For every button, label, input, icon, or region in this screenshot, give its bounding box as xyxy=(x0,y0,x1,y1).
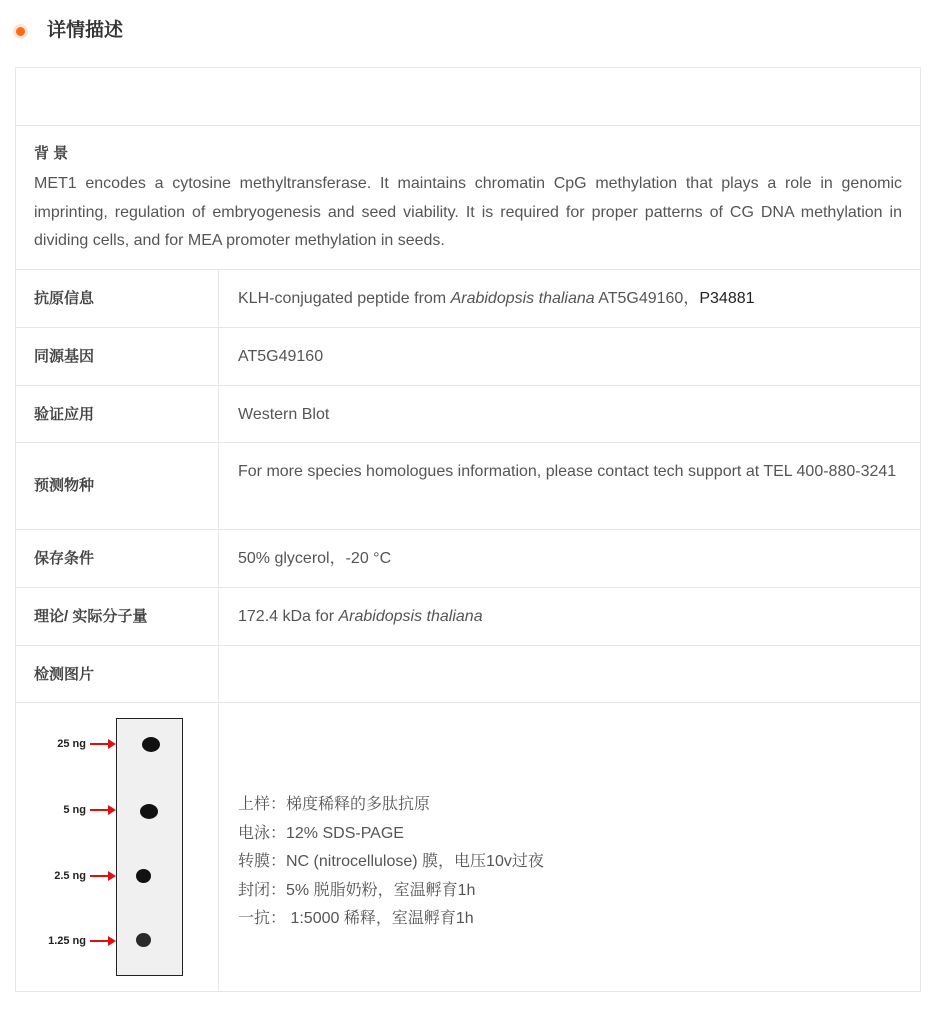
mw-row xyxy=(16,588,920,646)
marker-label: 2.5 ng xyxy=(54,870,86,882)
species-row xyxy=(16,443,920,530)
empty-row xyxy=(16,68,920,126)
method-line: 一抗： 1:5000 稀释，室温孵育1h xyxy=(238,910,474,928)
mw-species: Arabidopsis thaliana xyxy=(338,608,483,625)
method-list xyxy=(238,791,544,934)
application-value: Western Blot xyxy=(238,406,330,423)
images-row xyxy=(16,646,920,703)
blot-spot xyxy=(136,869,151,883)
marker-1-25ng xyxy=(16,932,116,950)
detail-table xyxy=(15,67,921,992)
blot-spot xyxy=(136,933,151,947)
storage-label: 保存条件 xyxy=(34,550,95,567)
method-line: 上样：梯度稀释的多肽抗原 xyxy=(238,796,431,813)
species-label: 预测物种 xyxy=(34,477,95,494)
marker-25ng xyxy=(16,735,116,753)
mw-label: 理论/ 实际分子量 xyxy=(34,608,148,625)
storage-value: 50% glycerol，-20 °C xyxy=(238,550,392,567)
marker-label: 25 ng xyxy=(57,738,86,750)
mw-value xyxy=(238,602,904,631)
bullet-dot-icon xyxy=(16,27,25,36)
marker-5ng xyxy=(16,801,116,819)
background-text: MET1 encodes a cytosine methyltransferase. It maintains chromatin CpG methylation that plays a role in genomic imprinting, regulation of embryogenesis and seed viability. It is required for proper patterns of CG DNA methylation in dividing cells, and for MEA promoter methylation in seeds. xyxy=(34,175,902,249)
background-row xyxy=(16,126,920,270)
section-header xyxy=(0,0,930,62)
arrow-head xyxy=(108,739,116,749)
application-label: 验证应用 xyxy=(34,406,95,423)
antigen-gene: AT5G49160， xyxy=(594,290,700,307)
antigen-row xyxy=(16,270,920,328)
background-label: 背 景 xyxy=(34,145,69,162)
blot-spot xyxy=(142,737,160,752)
section-title: 详情描述 xyxy=(47,20,124,41)
homolog-value: AT5G49160 xyxy=(238,348,324,365)
arrow-head xyxy=(108,805,116,815)
storage-row xyxy=(16,530,920,588)
homolog-label: 同源基因 xyxy=(34,348,95,365)
blot-spot xyxy=(140,804,158,819)
blot-row xyxy=(16,703,920,991)
species-value: For more species homologues information, please contact tech support at TEL 400-880-3241 xyxy=(238,463,897,480)
antigen-prefix: KLH-conjugated peptide from xyxy=(238,290,451,307)
antigen-value xyxy=(238,284,904,313)
marker-label: 5 ng xyxy=(63,804,86,816)
method-line: 封闭：5% 脱脂奶粉，室温孵育1h xyxy=(238,881,476,899)
marker-2-5ng xyxy=(16,867,116,885)
membrane xyxy=(116,718,183,976)
mw-prefix: 172.4 kDa for xyxy=(238,608,339,625)
method-line: 电泳：12% SDS-PAGE xyxy=(238,824,404,842)
arrow-head xyxy=(108,871,116,881)
application-row xyxy=(16,386,920,443)
method-line: 转膜：NC (nitrocellulose) 膜，电压10v过夜 xyxy=(238,853,544,871)
images-label: 检测图片 xyxy=(34,666,95,683)
antigen-accession: P34881 xyxy=(699,290,755,307)
marker-label: 1.25 ng xyxy=(48,935,86,947)
dot-blot-image xyxy=(16,703,219,991)
homolog-row xyxy=(16,328,920,386)
arrow-head xyxy=(108,936,116,946)
antigen-label: 抗原信息 xyxy=(34,290,95,307)
antigen-species: Arabidopsis thaliana xyxy=(450,290,595,307)
